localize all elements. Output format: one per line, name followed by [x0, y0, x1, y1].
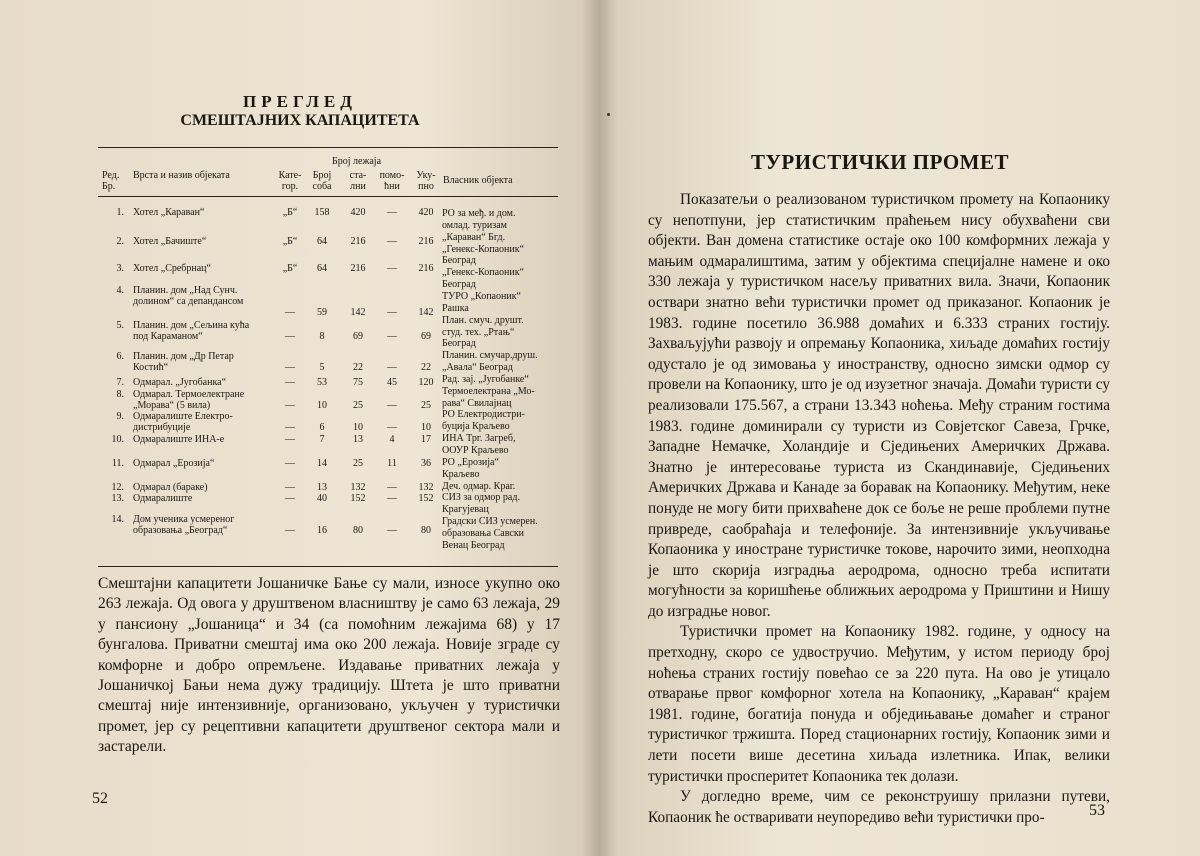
row-number: 14. — [111, 514, 124, 525]
row-rooms: 158 — [314, 207, 330, 218]
row-aux-beds: — — [387, 482, 397, 493]
row-number: 11. — [111, 458, 124, 469]
row-category: — — [285, 482, 295, 493]
row-aux-beds: — — [387, 307, 397, 318]
row-rooms: 64 — [317, 236, 327, 247]
row-aux-beds: — — [387, 525, 397, 536]
page-number-right: 53 — [1089, 802, 1105, 819]
row-aux-beds: — — [387, 331, 397, 342]
table-bottom-rule — [98, 566, 558, 567]
row-category: — — [285, 422, 295, 433]
row-total-beds: 36 — [421, 458, 431, 469]
owner-line: Београд — [442, 255, 476, 267]
row-name: Планин. дом „Сељина кућа под Караманом“ — [133, 320, 250, 342]
row-category: — — [285, 307, 295, 318]
owner-line: рава“ Свилајнац — [442, 397, 512, 409]
row-number: 1. — [116, 207, 124, 218]
row-category: — — [285, 434, 295, 445]
table-subtitle: СМЕШТАЈНИХ КАПАЦИТЕТА — [180, 112, 420, 129]
owner-line: Рашка — [442, 302, 469, 314]
owner-line: буција Краљево — [442, 421, 510, 433]
row-category: — — [285, 525, 295, 536]
owner-line: СИЗ за одмор рад. — [442, 492, 520, 504]
row-name: Хотел „Караван“ — [133, 207, 205, 218]
owner-line: „Генекс-Копаоник“ — [442, 243, 525, 255]
row-name: Одмарал (бараке) — [133, 482, 208, 493]
row-category: „Б“ — [282, 236, 298, 247]
row-total-beds: 10 — [421, 422, 431, 433]
row-fixed-beds: 13 — [353, 434, 363, 445]
owner-line: „Авала“ Београд — [442, 362, 513, 374]
header-name: Врста и назив објеката — [133, 170, 230, 181]
row-number: 12. — [111, 482, 124, 493]
row-rooms: 8 — [319, 331, 325, 342]
body-paragraph-3: У догледно време, чим се реконструишу прилазни путеви, Копаоник ће остваривати неупоредиво већи туристички про- — [648, 788, 1110, 826]
owner-line: ИНА Трг. Загреб, — [442, 433, 516, 445]
row-total-beds: 216 — [418, 236, 434, 247]
row-name: Дом ученика усмереног образовања „Београд“ — [133, 514, 235, 536]
row-total-beds: 80 — [421, 525, 431, 536]
owner-line: Крагујевац — [442, 504, 489, 516]
owner-line: Краљево — [442, 468, 480, 480]
owner-line: ТУРО „Копаоник“ — [442, 290, 521, 302]
row-category: — — [285, 493, 295, 504]
row-name: Одмарал. Термоелектране „Морава“ (5 вила) — [133, 389, 245, 411]
row-aux-beds: — — [387, 493, 397, 504]
row-fixed-beds: 10 — [353, 422, 363, 433]
row-number: 8. — [116, 389, 124, 400]
owner-line: Планин. смучар.друш. — [442, 350, 538, 362]
owner-line: РО Електродистри- — [442, 409, 525, 421]
row-total-beds: 132 — [418, 482, 434, 493]
row-name: Одмаралиште ИНА-е — [133, 434, 225, 445]
owner-line: Венац Београд — [442, 539, 505, 551]
row-rooms: 13 — [317, 482, 327, 493]
row-name: Одмарал. „Југобанка“ — [133, 377, 227, 388]
row-number: 9. — [116, 411, 124, 422]
row-fixed-beds: 420 — [350, 207, 366, 218]
row-name: Одмаралиште — [133, 493, 193, 504]
header-total: Уку- пно — [416, 170, 436, 192]
row-number: 2. — [116, 236, 124, 247]
row-total-beds: 120 — [418, 377, 434, 388]
row-category: — — [285, 458, 295, 469]
table-top-rule — [98, 147, 558, 148]
owner-line: Рад. зај. „Југобанке“ — [442, 373, 529, 385]
owner-line: РО „Ерозија“ — [442, 456, 499, 468]
row-fixed-beds: 132 — [350, 482, 366, 493]
row-fixed-beds: 22 — [353, 362, 363, 373]
row-fixed-beds: 216 — [350, 236, 366, 247]
row-name: Планин. дом „Над Сунч. долином“ са депандансом — [133, 285, 244, 307]
owner-column — [0, 208, 600, 558]
owner-line: образовања Савски — [442, 527, 525, 539]
row-category: — — [285, 400, 295, 411]
row-aux-beds: 11 — [387, 458, 397, 469]
row-rooms: 10 — [317, 400, 327, 411]
owner-line: Београд — [442, 338, 476, 350]
header-owner: Власник објекта — [443, 175, 513, 186]
row-aux-beds: — — [387, 263, 397, 274]
row-number: 6. — [116, 351, 124, 362]
header-rule — [98, 196, 558, 197]
row-rooms: 6 — [319, 422, 325, 433]
row-category: „Б“ — [282, 207, 298, 218]
row-rooms: 7 — [319, 434, 325, 445]
owner-line: студ. тех. „Ртањ“ — [442, 326, 515, 338]
row-rooms: 16 — [317, 525, 327, 536]
row-rooms: 5 — [319, 362, 325, 373]
row-total-beds: 420 — [418, 207, 434, 218]
paragraph-accommodation: Смештајни капацитети Јошаничке Бање су мали, износе укупно око 263 лежаја. Од овога у друштвеном власништву је само 63 лежаја, 29 у пансиону „Јошаница“ и 34 (са помоћним лежајима 68) у 17 бунгалова. Приватни смештај има око 200 лежаја. Новије зграде су комфорне и добро опремљене. Издавање приватних лежаја у Јошаничкој Бањи нема дужу традицију. Штета је што приватни смештај није интензивније, организовано, укључен у туристички промет, јер су рецептивни капацитети друштвеног сектора мали и застарели. — [98, 575, 560, 756]
owner-line: Београд — [442, 279, 476, 291]
row-total-beds: 152 — [418, 493, 434, 504]
header-fixed: ста- лни — [349, 170, 367, 192]
row-total-beds: 17 — [421, 434, 431, 445]
row-fixed-beds: 80 — [353, 525, 363, 536]
row-aux-beds: — — [387, 236, 397, 247]
row-fixed-beds: 75 — [353, 377, 363, 388]
owner-line: омлад. туризам — [442, 219, 507, 231]
header-no: Ред. Бр. — [102, 170, 120, 192]
row-aux-beds: — — [387, 362, 397, 373]
row-number: 10. — [111, 434, 124, 445]
page-speck — [607, 113, 610, 116]
page-number-left: 52 — [92, 790, 108, 807]
row-rooms: 40 — [317, 493, 327, 504]
owner-line: Деч. одмар. Краг. — [442, 480, 516, 492]
row-aux-beds: — — [387, 207, 397, 218]
row-name: Планин. дом „Др Петар Костић“ — [133, 351, 234, 373]
row-name: Хотел „Сребрнац“ — [133, 263, 211, 274]
row-number: 7. — [116, 377, 124, 388]
row-rooms: 14 — [317, 458, 327, 469]
beds-group-header: Број лежаја — [332, 156, 382, 167]
row-total-beds: 25 — [421, 400, 431, 411]
row-fixed-beds: 216 — [350, 263, 366, 274]
owner-line: Градски СИЗ усмерен. — [442, 516, 538, 528]
owner-line: „Караван“ Бгд. — [442, 231, 506, 243]
body-paragraph-1: Показатељи о реализованом туристичком промету на Копаонику су непотпуни, јер статистичким праћењем нису обухваћени сви објекти. Ван домена статистике остаје око 100 комформних лежаја у мањим одмаралиштима, затим у објектима специјалне намене и око 330 лежаја у туристичком насељу приватних вила. Значи, Копаоник оствари знатно већи туристички промет од приказаног. Копаоник је 1983. године посетило 36.988 домаћих и 6.333 страних гостију. Захваљујући развоју и опремању Копаоника, хиљаде домаћих гостију одустало је од зимовања у иностранству, односно зимски одмор су провели на Копаонику, што је од изузетног значаја. Домаћи туристи су реализовали 175.567, а страни 13.343 ноћења. Међу страним гостима 1983. године доминирали су туристи из Совјетског Савеза, Грчке, Западне Немачке, Холандије и Сједињених Америчких Држава. Знатно је интересовање туриста из Скандинавије, Сједињених Америчких Држава и Канаде за боравак на Копаонику. Међутим, неке понуде не могу бити прихваћене док се боље не реше проблеми путне привреде, саобраћаја и телефоније. За интензивније укључивање Копаоника у иностране туристичке токове, нарочито зими, неопходна је што скорија изградња аеродрома, односно треба испитати могућности за коришћење оближњих аеродрома у Приштини и Нишу до изградње новог. — [648, 191, 1110, 620]
owner-line: „Генекс-Копаоник“ — [442, 267, 525, 279]
row-category: „Б“ — [282, 263, 298, 274]
row-fixed-beds: 152 — [350, 493, 366, 504]
row-aux-beds: 4 — [389, 434, 395, 445]
chapter-title: ТУРИСТИЧКИ ПРОМЕТ — [750, 150, 1010, 174]
header-rooms: Број соба — [312, 170, 332, 192]
owner-line: Термоелектрана „Мо- — [442, 385, 535, 397]
header-category: Кате- гор. — [278, 170, 302, 192]
row-total-beds: 216 — [418, 263, 434, 274]
chapter-body — [648, 190, 1110, 828]
row-category: — — [285, 362, 295, 373]
row-fixed-beds: 142 — [350, 307, 366, 318]
row-total-beds: 69 — [421, 331, 431, 342]
body-paragraph-2: Туристички промет на Копаонику 1982. године, у односу на претходну, скоро се удвостручио. Међутим, у истом периоду број ноћења страних гостију повећао се за 220 пута. На ово је утицало отварање првог комфорног хотела на Копаонику, „Караван“ крајем 1981. године, богатија понуда и обједињавање домаћег и страног туристичког тржишта. Поред стационарних гостију, Копаоник зими и лети посети више десетина хиљада излетника. Ипак, велики туристички просперитет Копаоника тек долази. — [648, 623, 1110, 785]
row-aux-beds: 45 — [387, 377, 397, 388]
row-category: — — [285, 331, 295, 342]
row-rooms: 64 — [317, 263, 327, 274]
row-total-beds: 22 — [421, 362, 431, 373]
row-number: 5. — [116, 320, 124, 331]
row-number: 13. — [111, 493, 124, 504]
row-rooms: 59 — [317, 307, 327, 318]
table-title: ПРЕГЛЕД — [243, 92, 357, 111]
row-fixed-beds: 69 — [353, 331, 363, 342]
row-total-beds: 142 — [418, 307, 434, 318]
row-fixed-beds: 25 — [353, 458, 363, 469]
owner-line: План. смуч. друшт. — [442, 314, 524, 326]
header-aux: помо- ћни — [379, 170, 405, 192]
row-number: 3. — [116, 263, 124, 274]
owner-line: ООУР Краљево — [442, 445, 509, 456]
row-number: 4. — [116, 285, 124, 296]
row-fixed-beds: 25 — [353, 400, 363, 411]
row-name: Одмарал „Ерозија“ — [133, 458, 215, 469]
row-aux-beds: — — [387, 400, 397, 411]
row-aux-beds: — — [387, 422, 397, 433]
row-category: — — [285, 377, 295, 388]
owner-line: РО за међ. и дом. — [442, 208, 516, 219]
row-name: Хотел „Бачиште“ — [133, 236, 207, 247]
row-name: Одмаралиште Електро- дистрибуције — [133, 411, 233, 433]
row-rooms: 53 — [317, 377, 327, 388]
